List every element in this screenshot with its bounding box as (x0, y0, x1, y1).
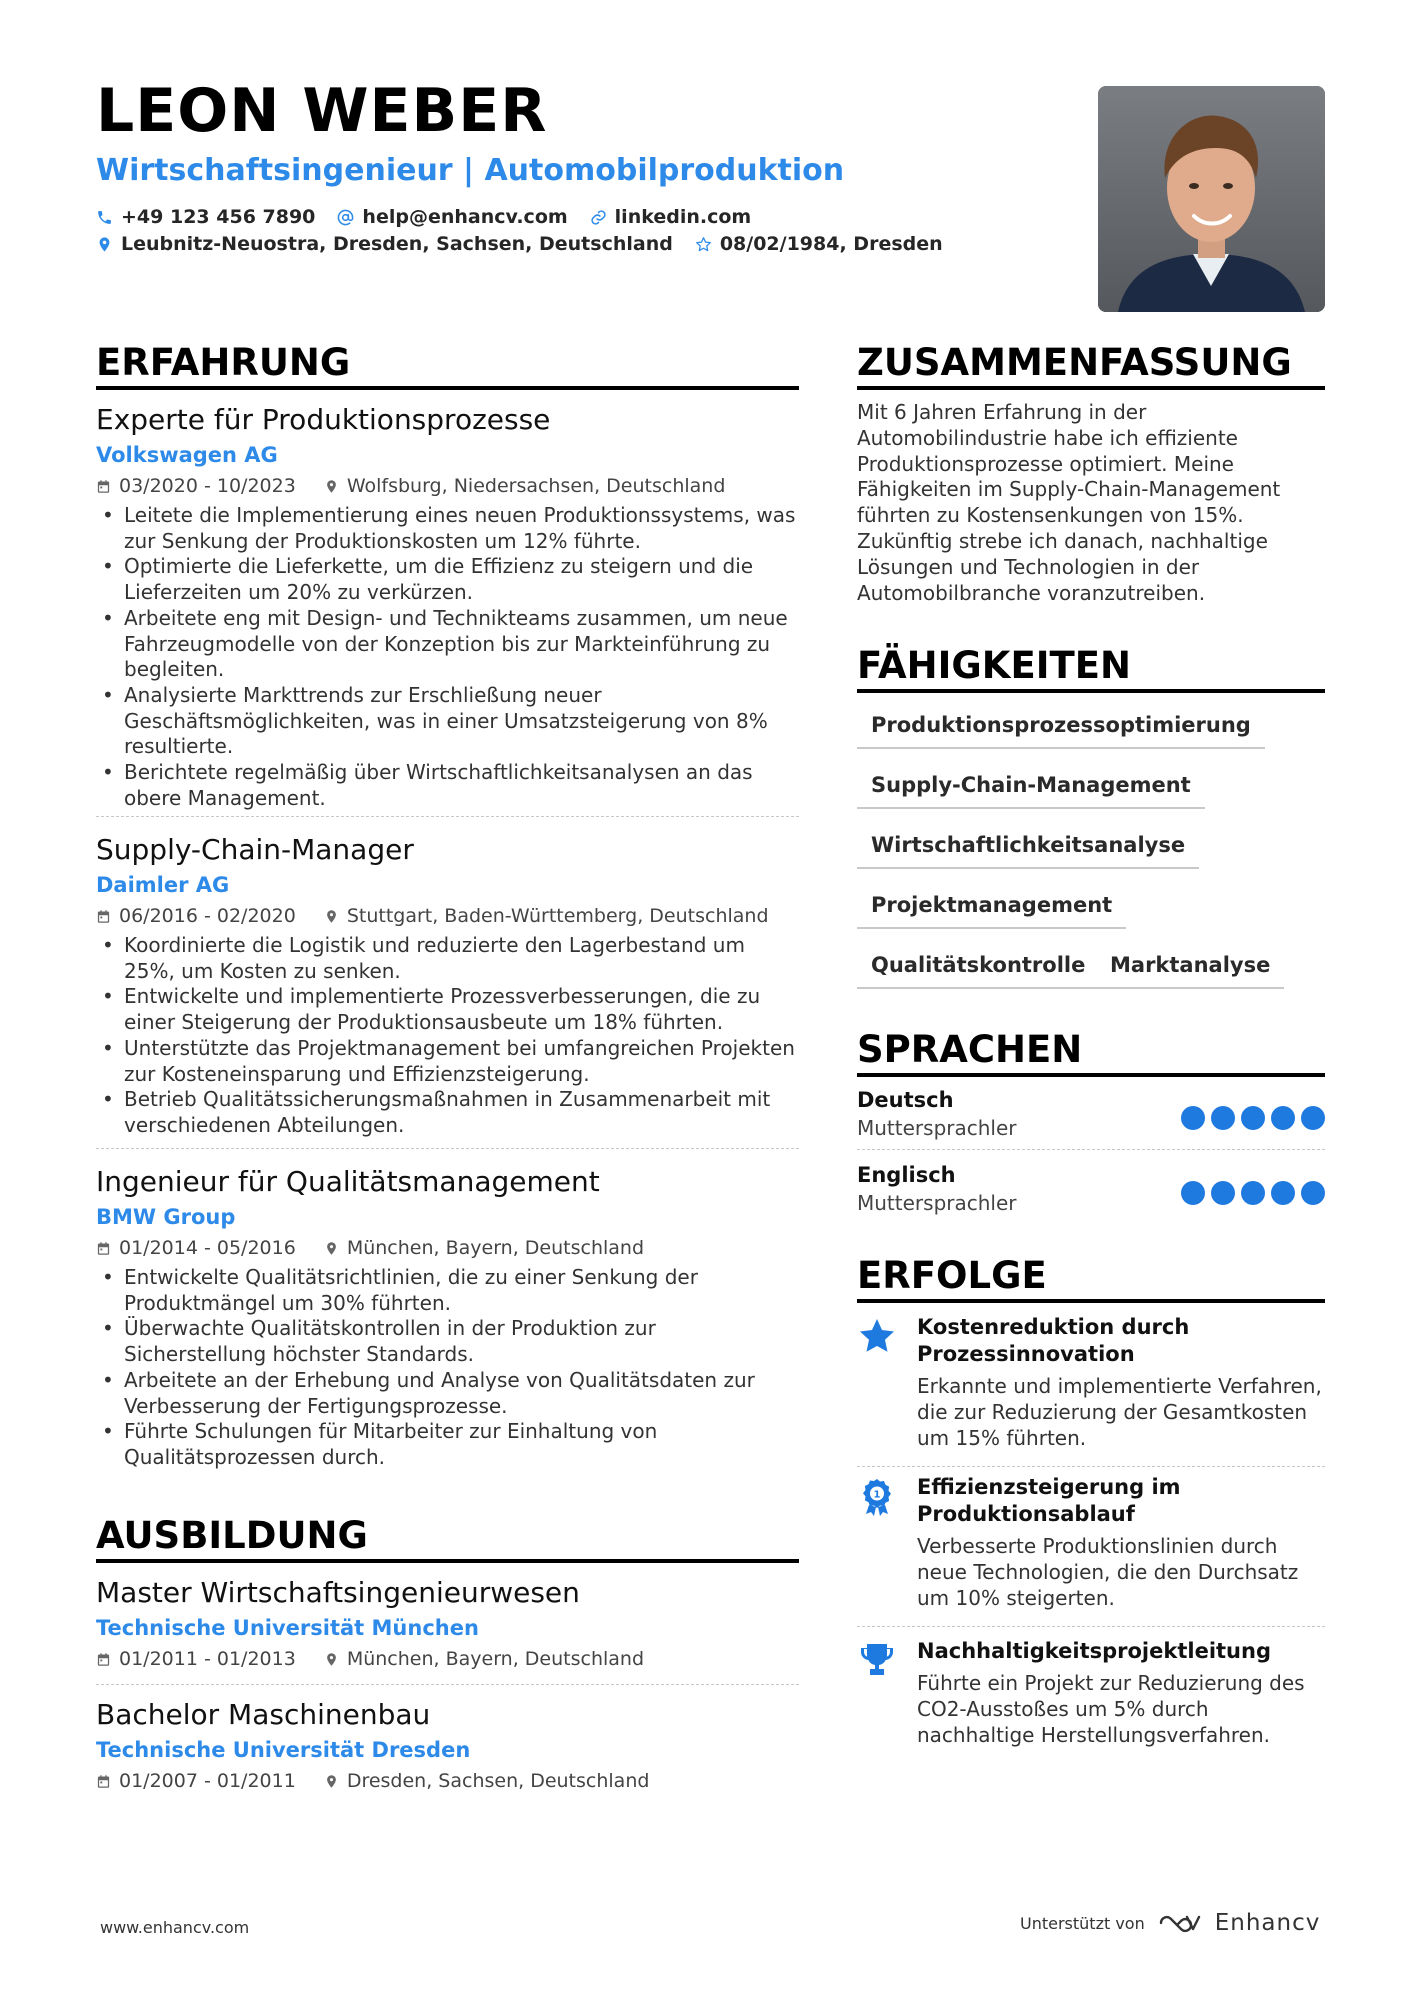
achievement-entry (857, 1638, 1325, 1748)
star-outline-icon (695, 236, 712, 253)
job-meta (96, 1237, 799, 1259)
calendar-icon (96, 479, 111, 494)
achievement-text: Verbesserte Produktionslinien durch neue Technologien, die den Durchsatz um 10% steigerten. (917, 1534, 1299, 1610)
rating-dot (1181, 1106, 1205, 1130)
skill-tag: Wirtschaftlichkeitsanalyse (857, 833, 1199, 869)
bullet: • Betrieb Qualitätssicherungsmaßnahmen in Zusammenarbeit mit verschiedenen Abteilungen. (96, 1087, 799, 1138)
achievement-entry (857, 1474, 1325, 1611)
skill-tag: Produktionsprozessoptimierung (857, 713, 1265, 749)
email-text: help@enhancv.com (362, 206, 568, 228)
job-location: München, Bayern, Deutschland (346, 1237, 645, 1259)
job-role: Ingenieur für Qualitätsmanagement (96, 1165, 600, 1198)
bullet: • Arbeitete eng mit Design- und Technikteams zusammen, um neue Fahrzeugmodelle von der Konzeption bis zur Markteinführung zu begleiten. (96, 606, 799, 683)
job-meta (96, 475, 799, 497)
bullet: • Leitete die Implementierung eines neuen Produktionssystems, was zur Senkung der Produktionskosten um 12% führte. (96, 503, 799, 554)
job-company: Daimler AG (96, 873, 230, 897)
location-pin-icon (324, 1774, 339, 1789)
achievements-heading: ERFOLGE (857, 1256, 1325, 1303)
languages-heading: SPRACHEN (857, 1030, 1325, 1077)
job-entry (96, 402, 799, 811)
language-rating (1181, 1106, 1325, 1130)
job-bullets (96, 933, 799, 1139)
job-dates: 03/2020 - 10/2023 (119, 475, 296, 497)
bullet: • Arbeitete an der Erhebung und Analyse von Qualitätsdaten zur Verbesserung der Fertigungsprozesse. (96, 1368, 799, 1419)
bullet: • Führte Schulungen für Mitarbeiter zur Einhaltung von Qualitätsprozessen durch. (96, 1419, 799, 1470)
phone-icon (96, 209, 113, 226)
contact-location (96, 233, 673, 255)
svg-text:1: 1 (873, 1489, 881, 1501)
language-level: Muttersprachler (857, 1191, 1017, 1215)
skill-tag: Projektmanagement (857, 893, 1126, 929)
education-divider (96, 1684, 799, 1685)
skill-tag: Marktanalyse (1096, 953, 1284, 989)
bullet: • Entwickelte Qualitätsrichtlinien, die zu einer Senkung der Produktmängel um 30% führten. (96, 1265, 799, 1316)
rating-dot (1241, 1181, 1265, 1205)
education-degree: Bachelor Maschinenbau (96, 1698, 431, 1731)
job-dates: 06/2016 - 02/2020 (119, 905, 296, 927)
calendar-icon (96, 1774, 111, 1789)
achievement-title: Nachhaltigkeitsprojektleitung (917, 1639, 1271, 1663)
candidate-name: LEON WEBER (96, 76, 548, 146)
location-pin-icon (324, 1652, 339, 1667)
brand-name: Enhancv (1214, 1910, 1321, 1936)
contact-phone[interactable] (96, 206, 315, 228)
bullet: • Analysierte Markttrends zur Erschließung neuer Geschäftsmöglichkeiten, was in einer Umsatzsteigerung von 8% resultierte. (96, 683, 799, 760)
trophy-icon (857, 1640, 897, 1680)
link-icon (590, 209, 607, 226)
education-location: Dresden, Sachsen, Deutschland (346, 1770, 650, 1792)
education-dates: 01/2011 - 01/2013 (119, 1648, 296, 1670)
education-entry (96, 1575, 799, 1670)
rating-dot (1301, 1106, 1325, 1130)
job-company: BMW Group (96, 1205, 236, 1229)
achievement-text: Erkannte und implementierte Verfahren, die zur Reduzierung der Gesamtkosten um 15% führten. (917, 1374, 1322, 1450)
rating-dot (1271, 1106, 1295, 1130)
rating-dot (1181, 1181, 1205, 1205)
language-entry (857, 1163, 1325, 1215)
phone-text: +49 123 456 7890 (121, 206, 316, 228)
location-pin-icon (96, 236, 113, 253)
contact-row-2 (96, 233, 943, 255)
education-school: Technische Universität Dresden (96, 1738, 471, 1762)
star-icon (857, 1316, 897, 1356)
rating-dot (1241, 1106, 1265, 1130)
summary-text: Mit 6 Jahren Erfahrung in der Automobilindustrie habe ich effiziente Produktionsprozesse optimiert. Meine Fähigkeiten im Supply-Chain-Management führten zu Kostensenkungen von 15%. Zukünftig strebe ich danach, nachhaltige Lösungen und Technologien in der Automobilbranche voranzutreiben. (857, 400, 1281, 605)
education-meta (96, 1770, 799, 1792)
rating-dot (1211, 1106, 1235, 1130)
job-company: Volkswagen AG (96, 443, 278, 467)
calendar-icon (96, 909, 111, 924)
language-entry (857, 1088, 1325, 1140)
job-dates: 01/2014 - 05/2016 (119, 1237, 296, 1259)
language-level: Muttersprachler (857, 1116, 1017, 1140)
rating-dot (1271, 1181, 1295, 1205)
education-dates: 01/2007 - 01/2011 (119, 1770, 296, 1792)
education-entry (96, 1697, 799, 1792)
profile-photo (1098, 86, 1325, 312)
calendar-icon (96, 1652, 111, 1667)
calendar-icon (96, 1241, 111, 1256)
location-pin-icon (324, 479, 339, 494)
contact-birth (695, 233, 943, 255)
bullet: • Unterstützte das Projektmanagement bei umfangreichen Projekten zur Kosteneinsparung und Effizienzsteigerung. (96, 1036, 799, 1087)
language-name: Englisch (857, 1163, 956, 1187)
job-entry (96, 1164, 799, 1471)
job-entry (96, 832, 799, 1139)
job-role: Experte für Produktionsprozesse (96, 403, 551, 436)
job-location: Stuttgart, Baden-Württemberg, Deutschland (346, 905, 769, 927)
achievement-title: Kostenreduktion durch Prozessinnovation (917, 1315, 1190, 1366)
powered-by-text: Unterstützt von (1020, 1913, 1145, 1933)
location-pin-icon (324, 1241, 339, 1256)
bullet: • Überwachte Qualitätskontrollen in der Produktion zur Sicherstellung höchster Standards. (96, 1316, 799, 1367)
job-bullets (96, 503, 799, 811)
language-rating (1181, 1181, 1325, 1205)
contact-row-1 (96, 206, 751, 228)
award-ribbon-icon (857, 1476, 897, 1516)
at-icon (337, 209, 354, 226)
experience-heading: ERFAHRUNG (96, 343, 799, 390)
linkedin-text: linkedin.com (614, 206, 752, 228)
contact-email[interactable] (337, 206, 567, 228)
education-meta (96, 1648, 799, 1670)
bullet: • Optimierte die Lieferkette, um die Effizienz zu steigern und die Lieferzeiten um 20% zu verkürzen. (96, 554, 799, 605)
achievement-divider (857, 1626, 1325, 1627)
job-meta (96, 905, 799, 927)
skills-heading: FÄHIGKEITEN (857, 646, 1325, 693)
bullet: • Koordinierte die Logistik und reduzierte den Lagerbestand um 25%, um Kosten zu senken. (96, 933, 799, 984)
achievement-text: Führte ein Projekt zur Reduzierung des CO2-Ausstoßes um 5% durch nachhaltige Herstellungsverfahren. (917, 1671, 1305, 1747)
language-divider (857, 1149, 1325, 1150)
rating-dot (1211, 1181, 1235, 1205)
bullet: • Entwickelte und implementierte Prozessverbesserungen, die zu einer Steigerung der Produktionsausbeute um 18% führten. (96, 984, 799, 1035)
contact-linkedin[interactable] (590, 206, 752, 228)
birth-text: 08/02/1984, Dresden (719, 233, 943, 255)
education-heading: AUSBILDUNG (96, 1516, 799, 1563)
job-location: Wolfsburg, Niedersachsen, Deutschland (346, 475, 726, 497)
summary-heading: ZUSAMMENFASSUNG (857, 343, 1325, 390)
education-degree: Master Wirtschaftsingenieurwesen (96, 1576, 580, 1609)
footer-branding[interactable] (1020, 1910, 1320, 1936)
location-text: Leubnitz-Neuostra, Dresden, Sachsen, Deutschland (121, 233, 673, 255)
education-location: München, Bayern, Deutschland (346, 1648, 645, 1670)
skill-tag: Qualitätskontrolle (857, 953, 1099, 989)
skill-tag: Supply-Chain-Management (857, 773, 1205, 809)
rating-dot (1301, 1181, 1325, 1205)
achievement-entry (857, 1314, 1325, 1451)
job-divider (96, 1148, 799, 1149)
education-school: Technische Universität München (96, 1616, 479, 1640)
job-divider (96, 816, 799, 817)
footer-website[interactable]: www.enhancv.com (100, 1918, 250, 1937)
job-role: Supply-Chain-Manager (96, 833, 414, 866)
language-name: Deutsch (857, 1088, 954, 1112)
candidate-title: Wirtschaftsingenieur | Automobilproduktion (96, 153, 845, 188)
achievement-divider (857, 1466, 1325, 1467)
enhancv-logo-icon (1157, 1911, 1203, 1935)
location-pin-icon (324, 909, 339, 924)
job-bullets (96, 1265, 799, 1471)
bullet: • Berichtete regelmäßig über Wirtschaftlichkeitsanalysen an das obere Management. (96, 760, 799, 811)
achievement-title: Effizienzsteigerung im Produktionsablauf (917, 1475, 1181, 1526)
